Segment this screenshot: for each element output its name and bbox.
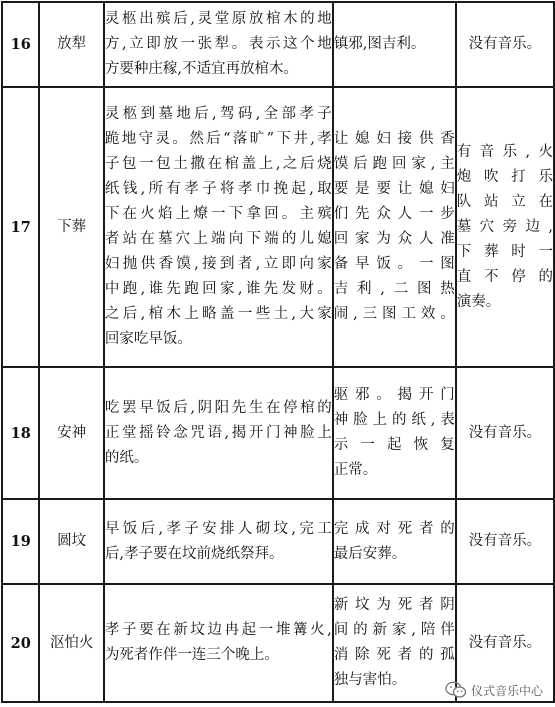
watermark-text: 仪式音乐中心 (470, 683, 543, 698)
ritual-actions: 吃罢早饭后,阴阳先生在停棺的 正堂摇铃念咒语,揭开门神脸上 的纸。 (104, 367, 333, 499)
row-number: 19 (2, 499, 39, 584)
row-number: 18 (2, 367, 39, 499)
ritual-music: 有音乐,火 炮吹打乐 队站立在 墓穴旁边, 下葬时一 直不停的 演奏。 (456, 87, 554, 367)
ritual-actions: 灵柩到墓地后,驾码,全部孝子 跪地守灵。然后“落旷”下井,孝 子包一包土撒在棺盖上,之后烧 纸钱,所有孝子将孝巾挽起,取 下在火焰上燎一下拿回。主殡 者站在墓穴上端向下端的儿媳 妇抛供香馍,接到者,立即向家 中跑,谁先跑回家,谁先发财。 之后,棺木上略盖一些土,大家 回家吃早饭。 (104, 87, 333, 367)
row-number: 20 (2, 584, 39, 702)
row-number: 16 (2, 2, 39, 87)
table-row (2, 87, 554, 367)
ritual-name: 圆坟 (39, 499, 103, 584)
ritual-table (1, 1, 555, 703)
table-row (2, 367, 554, 499)
row-number: 17 (2, 87, 39, 367)
table-row (2, 2, 554, 87)
ritual-name: 下葬 (39, 87, 103, 367)
wechat-bubble-icon (445, 681, 467, 699)
ritual-music: 没有音乐。 (456, 2, 554, 87)
ritual-music: 没有音乐。 (456, 367, 554, 499)
table-row (2, 499, 554, 584)
ritual-music: 没有音乐。 (456, 499, 554, 584)
ritual-music: 没有音乐。 (456, 584, 554, 702)
ritual-actions: 孝子要在新坟边冉起一堆篝火, 为死者作伴一连三个晚上。 (104, 584, 333, 702)
ritual-meaning: 完成对死者的 最后安葬。 (333, 499, 456, 584)
ritual-meaning: 镇邪,图吉利。 (333, 2, 456, 87)
ritual-name: 沤怕火 (39, 584, 103, 702)
ritual-meaning: 驱邪。揭开门 神脸上的纸,表 示一起恢复 正常。 (333, 367, 456, 499)
ritual-meaning: 让媳妇接供香 馍后跑回家,主 要是要让媳妇 们先众人一步 回家为众人准 备早饭。一图 吉利,二图热 闹,三图工效。 (333, 87, 456, 367)
ritual-actions: 早饭后,孝子安排人砌坟,完工 后,孝子要在坟前烧纸祭拜。 (104, 499, 333, 584)
ritual-name: 安神 (39, 367, 103, 499)
ritual-name: 放犁 (39, 2, 103, 87)
watermark (445, 681, 543, 699)
ritual-meaning: 新坟为死者阴 间的新家,陪伴 消除死者的孤 独与害怕。 (333, 584, 456, 702)
ritual-actions: 灵柩出殡后,灵堂原放棺木的地 方,立即放一张犁。表示这个地 方要种庄稼,不适宜再放棺木。 (104, 2, 333, 87)
